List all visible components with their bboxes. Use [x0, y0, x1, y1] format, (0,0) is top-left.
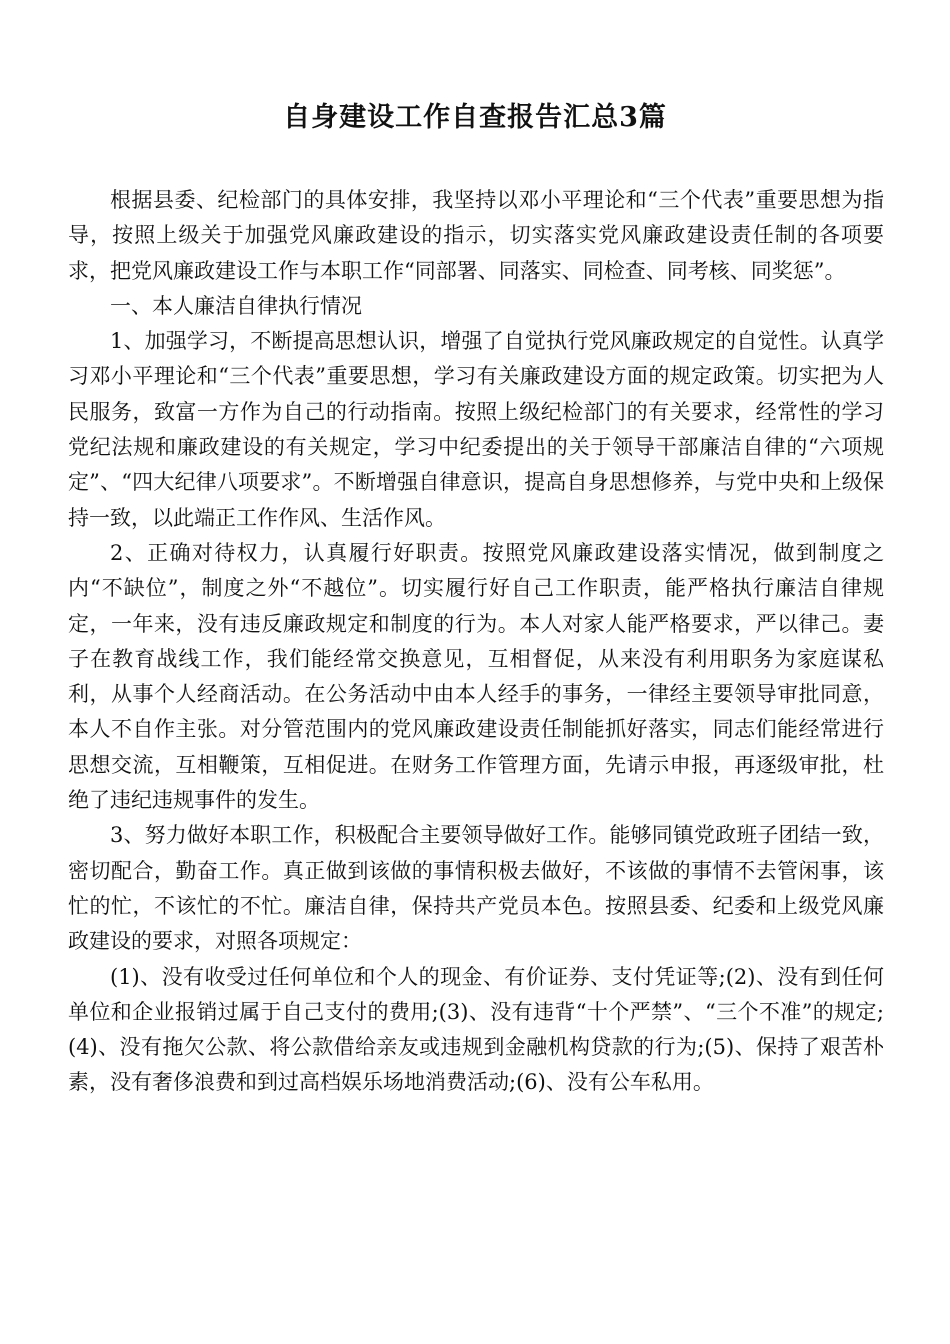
paragraph-intro: 根据县委、纪检部门的具体安排，我坚持以邓小平理论和“三个代表”重要思想为指导，按照上级关于加强党风廉政建设的指示，切实落实党风廉政建设责任制的各项要求，把党风廉政建设工作与本职工作“同部署、同落实、同检查、同考核、同奖惩”。 [68, 188, 884, 283]
paragraph-item-3: 3、努力做好本职工作，积极配合主要领导做好工作。能够同镇党政班子团结一致，密切配合，勤奋工作。真正做到该做的事情积极去做好，不该做的事情不去管闲事，该忙的忙，不该忙的不忙。廉洁自律，保持共产党员本色。按照县委、纪委和上级党风廉政建设的要求，对照各项规定： [68, 823, 884, 954]
document-body [68, 183, 884, 1101]
paragraph-item-1: 1、加强学习，不断提高思想认识，增强了自觉执行党风廉政规定的自觉性。认真学习邓小平理论和“三个代表”重要思想，学习有关廉政建设方面的规定政策。切实把为人民服务，致富一方作为自己的行动指南。按照上级纪检部门的有关要求，经常性的学习党纪法规和廉政建设的有关规定，学习中纪委提出的关于领导干部廉洁自律的“六项规定”、“四大纪律八项要求”。不断增强自律意识，提高自身思想修养，与党中央和上级保持一致，以此端正工作作风、生活作风。 [68, 329, 884, 530]
paragraph-item-2: 2、正确对待权力，认真履行好职责。按照党风廉政建设落实情况，做到制度之内“不缺位”，制度之外“不越位”。切实履行好自己工作职责，能严格执行廉洁自律规定，一年来，没有违反廉政规定和制度的行为。本人对家人能严格要求，严以律己。妻子在教育战线工作，我们能经常交换意见，互相督促，从来没有利用职务为家庭谋私利，从事个人经商活动。在公务活动中由本人经手的事务，一律经主要领导审批同意，本人不自作主张。对分管范围内的党风廉政建设责任制能抓好落实，同志们能经常进行思想交流，互相鞭策，互相促进。在财务工作管理方面，先请示申报，再逐级审批，杜绝了违纪违规事件的发生。 [68, 540, 884, 813]
section-heading: 一、本人廉洁自律执行情况 [110, 293, 362, 318]
paragraph-rules-list: (1)、没有收受过任何单位和个人的现金、有价证券、支付凭证等;(2)、没有到任何单位和企业报销过属于自己支付的费用;(3)、没有违背“十个严禁”、“三个不准”的规定;(4)、没有拖欠公款、将公款借给亲友或违规到金融机构贷款的行为;(5)、保持了艰苦朴素，没有奢侈浪费和到过高档娱乐场地消费活动;(6)、没有公车私用。 [68, 964, 884, 1095]
document-title: 自身建设工作自查报告汇总3篇 [283, 102, 667, 133]
